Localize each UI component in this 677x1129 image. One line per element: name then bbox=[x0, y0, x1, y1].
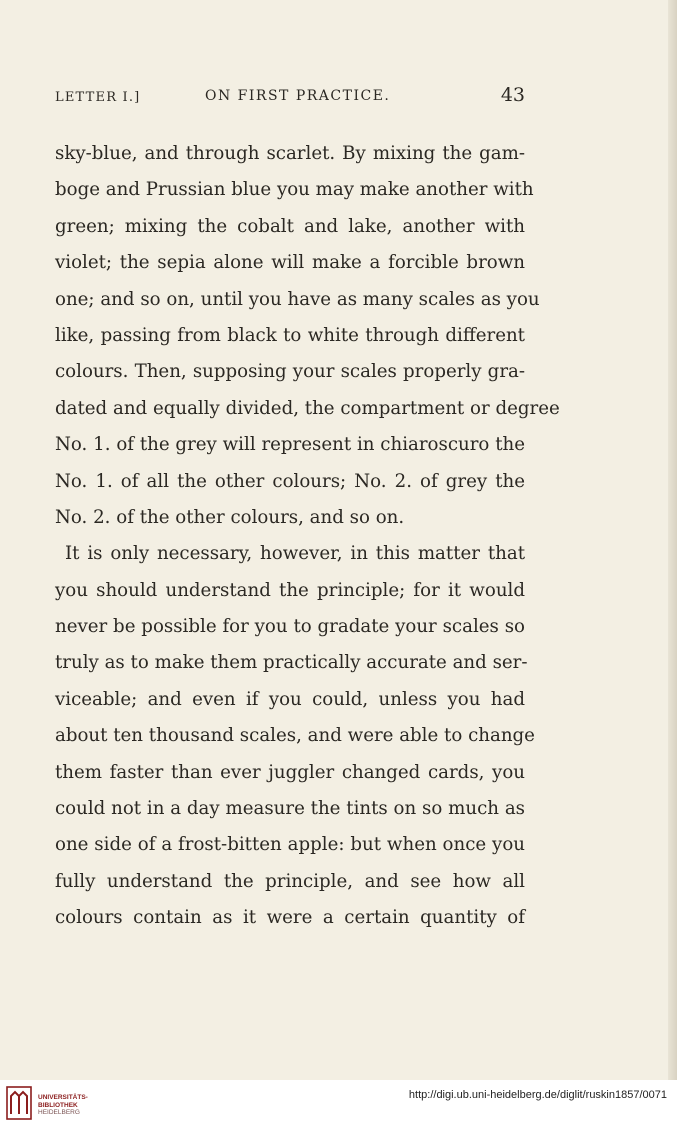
library-logo-icon bbox=[6, 1086, 32, 1120]
page-edge bbox=[668, 0, 677, 1080]
text-line: colours contain as it were a certain quantity of bbox=[55, 907, 525, 929]
text-line: No. 1. of all the other colours; No. 2. of grey the bbox=[55, 470, 525, 492]
text-line: boge and Prussian blue you may make another with bbox=[55, 179, 534, 201]
text-line: truly as to make them practically accurate and ser- bbox=[55, 652, 528, 674]
header-letter-label: LETTER I.] bbox=[55, 90, 141, 105]
text-line: one; and so on, until you have as many scales as you bbox=[55, 288, 540, 310]
text-line: you should understand the principle; for it would bbox=[55, 579, 525, 601]
logo-line-1: UNIVERSITÄTS- bbox=[38, 1094, 88, 1101]
text-line: one side of a frost-bitten apple: but when once you bbox=[55, 834, 525, 856]
text-line: No. 1. of the grey will represent in chiaroscuro the bbox=[55, 434, 525, 456]
text-line: dated and equally divided, the compartment or degree bbox=[55, 397, 560, 419]
text-line: about ten thousand scales, and were able to change bbox=[55, 725, 535, 747]
text-line: could not in a day measure the tints on so much as bbox=[55, 798, 525, 820]
text-line: like, passing from black to white through different bbox=[55, 324, 525, 346]
source-url-link[interactable]: http://digi.ub.uni-heidelberg.de/diglit/ruskin1857/0071 bbox=[408, 1089, 667, 1101]
text-line: colours. Then, supposing your scales properly gra- bbox=[55, 361, 525, 383]
header-chapter-title: ON FIRST PRACTICE. bbox=[205, 88, 391, 104]
library-logo-text bbox=[38, 1094, 88, 1117]
running-header bbox=[55, 82, 525, 112]
body-text bbox=[55, 136, 560, 937]
text-line: viceable; and even if you could, unless you had bbox=[55, 688, 525, 710]
text-line: them faster than ever juggler changed cards, you bbox=[55, 761, 525, 783]
text-line: It is only necessary, however, in this matter that bbox=[65, 543, 525, 565]
text-line: green; mixing the cobalt and lake, another with bbox=[55, 215, 525, 237]
page-number: 43 bbox=[500, 84, 525, 106]
text-line: violet; the sepia alone will make a forcible brown bbox=[55, 252, 525, 274]
text-line: fully understand the principle, and see how all bbox=[55, 870, 525, 892]
text-line: No. 2. of the other colours, and so on. bbox=[55, 506, 405, 528]
logo-line-3: HEIDELBERG bbox=[38, 1109, 80, 1116]
footer-bar bbox=[0, 1080, 677, 1129]
text-line: sky-blue, and through scarlet. By mixing the gam- bbox=[55, 143, 525, 164]
text-line: never be possible for you to gradate your scales so bbox=[55, 616, 525, 638]
logo-line-2: BIBLIOTHEK bbox=[38, 1101, 78, 1109]
